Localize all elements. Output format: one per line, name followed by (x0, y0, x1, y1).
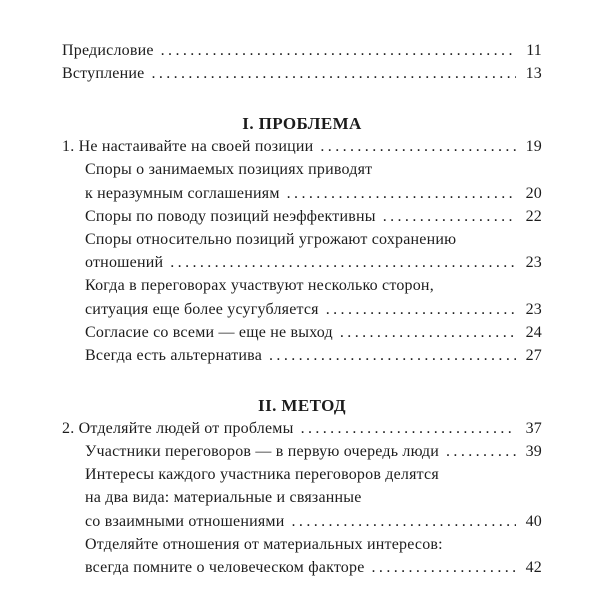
toc-entry-text: Споры по поводу позиций неэффективны (85, 207, 376, 225)
toc-page-number: 24 (525, 323, 542, 341)
toc-entry-text: Предисловие (62, 42, 154, 59)
toc-page-number: 37 (525, 419, 542, 437)
toc-entry-text: Споры о занимаемых позициях приводят (85, 161, 373, 179)
toc-entry (62, 556, 542, 579)
toc-entry-text: к неразумным соглашениям (85, 184, 280, 202)
toc-page-number: 20 (525, 184, 542, 202)
toc-entry-text: Отделяйте отношения от материальных интересов: (85, 535, 443, 553)
dot-leader (320, 135, 516, 158)
dot-leader (383, 205, 516, 228)
toc-entry (62, 321, 542, 344)
toc-entry-text: Участники переговоров — в первую очередь люди (85, 443, 440, 461)
toc-entry (62, 205, 542, 228)
toc-entry (62, 486, 542, 509)
toc-entry (62, 298, 542, 321)
toc-entry-text: Споры относительно позиций угрожают сохранению (85, 230, 457, 248)
toc-entry-text: Всегда есть альтернатива (85, 346, 263, 364)
toc-entry (62, 135, 542, 158)
dot-leader (269, 344, 516, 367)
toc-list (62, 39, 542, 579)
toc-entry-text: со взаимными отношениями (85, 512, 285, 530)
toc-entry-text: Вступление (62, 65, 145, 83)
toc-page-number: 11 (526, 42, 542, 59)
toc-entry-text: всегда помните о человеческом факторе (85, 559, 365, 577)
toc-page-number: 39 (525, 443, 542, 461)
dot-leader (446, 440, 516, 463)
dot-leader (340, 321, 516, 344)
toc-entry (62, 62, 542, 85)
toc-page-number: 13 (525, 65, 542, 83)
toc-entry (62, 274, 542, 297)
toc-entry-text: отношений (85, 254, 164, 272)
toc-page-number: 23 (525, 300, 542, 318)
dot-leader (161, 39, 516, 62)
toc-page-number: 40 (525, 512, 542, 530)
toc-entry (62, 228, 542, 251)
toc-entry-text: Когда в переговорах участвуют несколько сторон, (85, 277, 434, 295)
dot-leader (372, 556, 516, 579)
toc-entry (62, 440, 542, 463)
toc-page-number: 19 (525, 138, 542, 156)
dot-leader (287, 182, 516, 205)
dot-leader (326, 298, 516, 321)
dot-leader (151, 62, 516, 85)
dot-leader (170, 251, 516, 274)
section-heading: II. МЕТОД (258, 395, 346, 415)
toc-entry (62, 533, 542, 556)
toc-entry (62, 158, 542, 181)
toc-entry (62, 344, 542, 367)
toc-entry-text: Интересы каждого участника переговоров делятся (85, 466, 439, 484)
toc-entry-text: на два вида: материальные и связанные (85, 489, 362, 507)
toc-entry (62, 182, 542, 205)
section-heading: I. ПРОБЛЕМА (242, 113, 362, 133)
toc-page-number: 22 (525, 207, 542, 225)
toc-page-number: 27 (525, 346, 542, 364)
toc-entry (62, 510, 542, 533)
toc-entry (62, 39, 542, 62)
toc-entry-text: 1. Не настаивайте на своей позиции (62, 138, 314, 156)
toc-entry-text: ситуация еще более усугубляется (85, 300, 319, 318)
toc-page-number: 42 (525, 559, 542, 577)
toc-entry-text: Согласие со всеми — еще не выход (85, 323, 333, 341)
toc-entry (62, 463, 542, 486)
toc-page-number: 23 (525, 254, 542, 272)
toc-entry (62, 417, 542, 440)
dot-leader (292, 510, 516, 533)
dot-leader (301, 417, 516, 440)
toc-entry-text: 2. Отделяйте людей от проблемы (62, 419, 294, 437)
toc-entry (62, 251, 542, 274)
